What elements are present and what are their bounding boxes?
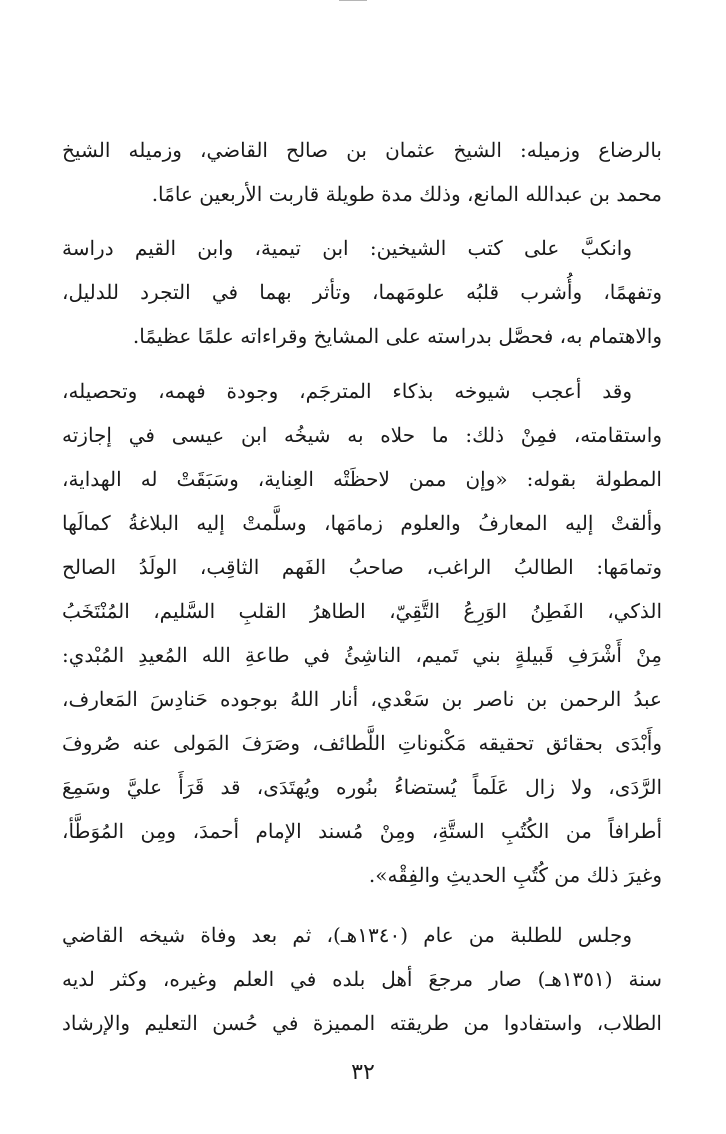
text-line: الذكي، الفَطِنُ الوَرِعُ التَّقِيّ، الطاهرُ القلبِ السَّليم، المُنْتَخَبُ xyxy=(62,599,662,623)
text-line: أطرافاً من الكُتُبِ الستَّةِ، ومِنْ مُسند الإمام أحمدَ، ومِن المُوَطَّأ، xyxy=(62,819,662,843)
text-line: سنة (١٣٥١هـ) صار مرجعَ أهل بلده في العلم وغيره، وكثر لديه xyxy=(62,967,662,991)
text-line: وانكبَّ على كتب الشيخين: ابن تيمية، وابن القيم دراسة xyxy=(62,236,632,260)
text-line: واستقامته، فمِنْ ذلك: ما حلاه به شيخُه ابن عيسى في إجازته xyxy=(62,423,662,447)
paragraph-1 xyxy=(62,128,662,216)
paragraph-4 xyxy=(62,913,662,1045)
text-line: المطولة بقوله: «وإن ممن لاحظَتْه العِناية، وسَبَقَتْ له الهداية، xyxy=(62,467,662,491)
text-line: وقد أعجب شيوخه بذكاء المترجَم، وجودة فهمه، وتحصيله، xyxy=(62,379,632,403)
text-line: مِنْ أَشْرَفِ قَبيلةٍ بني تَميم، الناشِئُ في طاعةِ الله المُعيدِ المُبْدي: xyxy=(62,643,662,667)
text-line: بالرضاع وزميله: الشيخ عثمان بن صالح القاضي، وزميله الشيخ xyxy=(62,138,662,162)
text-line: والاهتمام به، فحصَّل بدراسته على المشايخ وقراءاته علمًا عظيمًا. xyxy=(132,324,662,348)
paragraph-2 xyxy=(62,226,662,358)
header-rule xyxy=(339,0,367,1)
text-line: عبدُ الرحمن بن ناصر بن سَعْدي، أنار اللهُ بوجوده حَنادِسَ المَعارف، xyxy=(62,687,662,711)
text-line: وأَبْدَى بحقائق تحقيقه مَكْنوناتِ اللَّطائف، وصَرَفَ المَولى عنه صُروفَ xyxy=(62,731,662,755)
page-number: ٣٢ xyxy=(351,1060,375,1085)
text-line: الطلاب، واستفادوا من طريقته المميزة في حُسن التعليم والإرشاد xyxy=(62,1011,662,1035)
text-line: الرَّدَى، ولا زال عَلَماً يُستضاءُ بنُوره ويُهتَدَى، قد قَرَأَ عليَّ وسَمِعَ xyxy=(62,775,662,799)
text-line: وألقتْ إليه المعارفُ والعلوم زمامَها، وسلَّمتْ إليه البلاغةُ كمالَها xyxy=(62,511,662,535)
text-line: وتفهمًا، وأُشرب قلبُه علومَهما، وتأثر بهما في التجرد للدليل، xyxy=(62,280,662,304)
paragraph-3 xyxy=(62,369,662,897)
text-line: وجلس للطلبة من عام (١٣٤٠هـ)، ثم بعد وفاة شيخه القاضي xyxy=(62,923,632,947)
text-line: محمد بن عبدالله المانع، وذلك مدة طويلة قاربت الأربعين عامًا. xyxy=(151,182,662,206)
text-line: وغيرَ ذلك من كُتُبِ الحديثِ والفِقْه». xyxy=(368,863,662,887)
text-line: وتمامَها: الطالبُ الراغب، صاحبُ الفَهم الثاقِب، الولَدُ الصالح xyxy=(62,555,662,579)
